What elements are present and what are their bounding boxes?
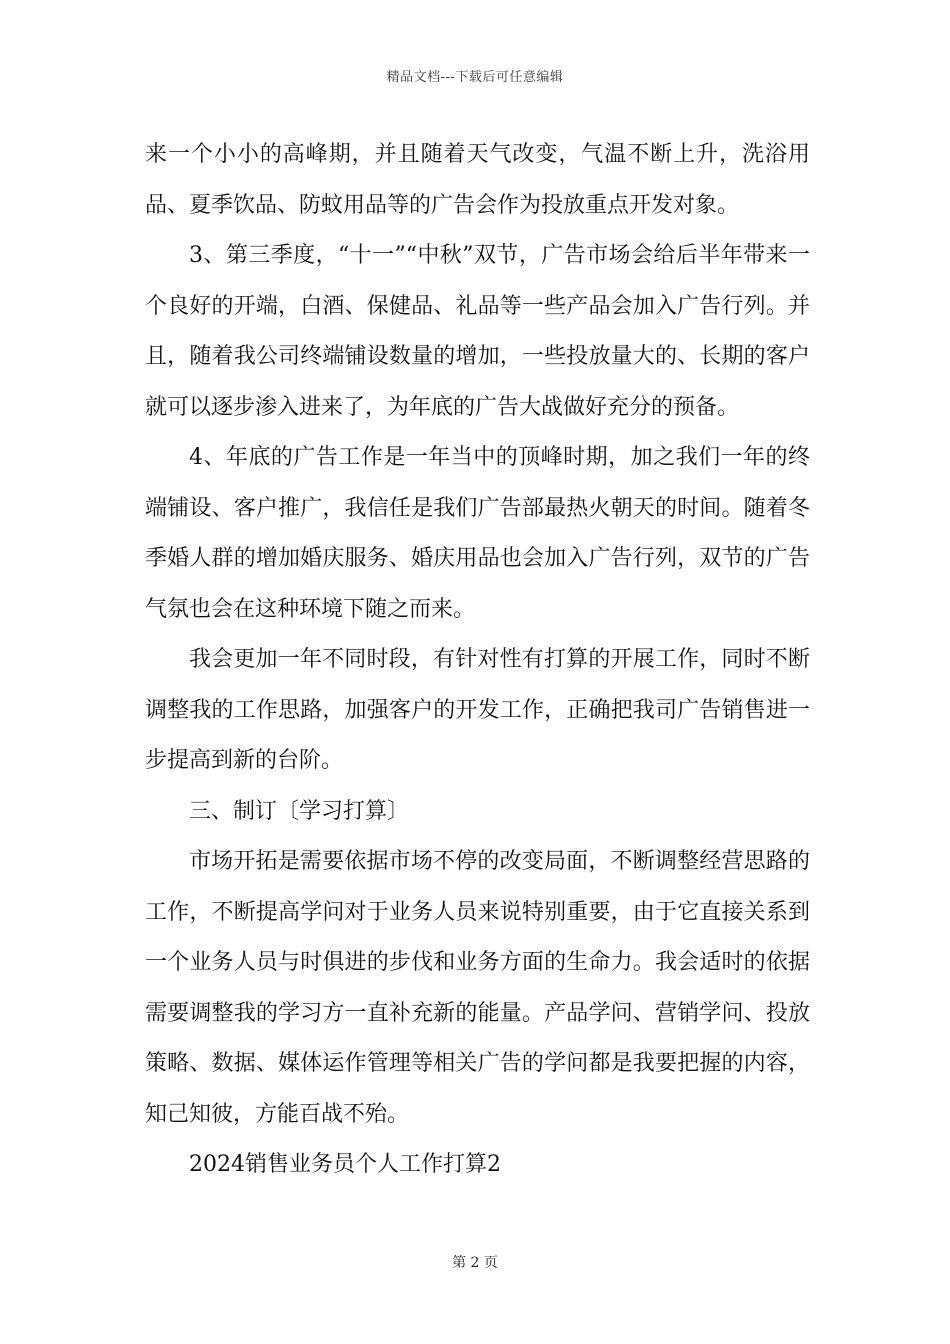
page-header: 精品文档---下载后可任意编辑 [386,70,564,85]
paragraph: 来一个小小的高峰期，并且随着天气改变，气温不断上升，洗浴用品、夏季饮品、防蚊用品等的广告会作为投放重点开发对象。 [145,142,810,218]
section-heading: 三、制订〔学习打算〕 [189,798,410,824]
document-body [145,130,810,1191]
paragraph: 4、年底的广告工作是一年当中的顶峰时期，加之我们一年的终端铺设、客户推广，我信任是我们广告部最热火朝天的时间。随着冬季婚人群的增加婚庆服务、婚庆用品也会加入广告行列，双节的广告气氛也会在这种环境下随之而来。 [145,445,810,622]
document-title: 2024销售业务员个人工作打算2 [189,1152,501,1177]
paragraph: 我会更加一年不同时段，有针对性有打算的开展工作，同时不断调整我的工作思路，加强客户的开发工作，正确把我司广告销售进一步提高到新的台阶。 [145,647,810,773]
page-number: 第 2 页 [452,1255,498,1271]
paragraph: 3、第三季度，“十一”“中秋”双节，广告市场会给后半年带来一个良好的开端，白酒、保健品、礼品等一些产品会加入广告行列。并且，随着我公司终端铺设数量的增加，一些投放量大的、长期的客户就可以逐步渗入进来了，为年底的广告大战做好充分的预备。 [145,243,810,420]
paragraph: 市场开拓是需要依据市场不停的改变局面，不断调整经营思路的工作，不断提高学问对于业务人员来说特别重要，由于它直接关系到一个业务人员与时俱进的步伐和业务方面的生命力。我会适时的依据需要调整我的学习方一直补充新的能量。产品学问、营销学问、投放策略、数据、媒体运作管理等相关广告的学问都是我要把握的内容，知己知彼，方能百战不殆。 [145,849,810,1127]
